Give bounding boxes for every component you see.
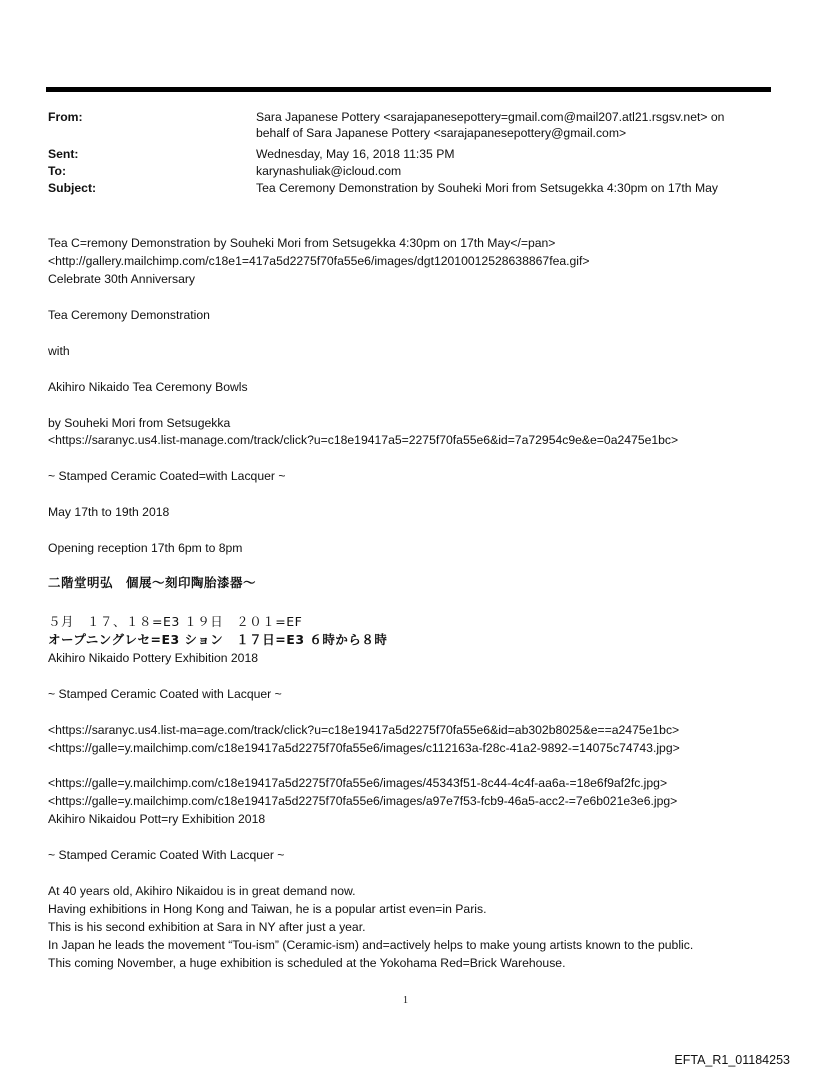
body-line: ~ Stamped Ceramic Coated With Lacquer ~ bbox=[48, 848, 285, 862]
body-line: This is his second exhibition at Sara in NY after just a year. bbox=[48, 920, 366, 934]
body-line: May 17th to 19th 2018 bbox=[48, 505, 170, 519]
body-line: Tea C=remony Demonstration by Souheki Mori from Setsugekka 4:30pm on 17th May</=pan> bbox=[48, 236, 556, 250]
body-line: Akihiro Nikaido Tea Ceremony Bowls bbox=[48, 380, 248, 394]
from-value-line1: Sara Japanese Pottery <sarajapanesepottery=gmail.com@mail207.atl21.rsgsv.net> on bbox=[256, 110, 725, 124]
body-line: In Japan he leads the movement “Tou-ism” (Ceramic-ism) and=actively helps to make young artists known to the public. bbox=[48, 938, 694, 952]
to-value: karynashuliak@icloud.com bbox=[256, 164, 402, 178]
document-id: EFTA_R1_01184253 bbox=[674, 1053, 790, 1067]
subject-label: Subject: bbox=[48, 181, 97, 195]
body-line: Akihiro Nikaido Pottery Exhibition 2018 bbox=[48, 651, 259, 665]
body-line: <https://saranyc.us4.list-ma=age.com/track/click?u=c18e19417a5d2275f70fa55e6&id=ab302b8025&e==a2475e1bc> bbox=[48, 723, 680, 737]
body-line: Having exhibitions in Hong Kong and Taiwan, he is a popular artist even=in Paris. bbox=[48, 902, 487, 916]
header-divider bbox=[46, 87, 771, 92]
body-line: This coming November, a huge exhibition is scheduled at the Yokohama Red=Brick Warehouse. bbox=[48, 956, 566, 970]
to-label: To: bbox=[48, 164, 67, 178]
body-line: ~ Stamped Ceramic Coated=with Lacquer ~ bbox=[48, 469, 286, 483]
subject-value: Tea Ceremony Demonstration by Souheki Mori from Setsugekka 4:30pm on 17th May bbox=[256, 181, 718, 195]
body-line: At 40 years old, Akihiro Nikaidou is in great demand now. bbox=[48, 884, 356, 898]
from-value-line2: behalf of Sara Japanese Pottery <sarajapanesepottery@gmail.com> bbox=[256, 126, 627, 140]
body-line-japanese: オープニングレセ=E3 ション １７日=E3 ６時から８時 bbox=[48, 632, 388, 647]
body-line: Tea Ceremony Demonstration bbox=[48, 308, 210, 322]
sent-label: Sent: bbox=[48, 147, 79, 161]
from-label: From: bbox=[48, 110, 83, 124]
body-line: <https://galle=y.mailchimp.com/c18e19417a5d2275f70fa55e6/images/a97e7f53-fcb9-46a5-acc2-=7e6b021e3e6.jpg> bbox=[48, 794, 678, 808]
from-value bbox=[256, 109, 776, 141]
sent-value: Wednesday, May 16, 2018 11:35 PM bbox=[256, 147, 455, 161]
body-line: Celebrate 30th Anniversary bbox=[48, 272, 196, 286]
body-line: <https://galle=y.mailchimp.com/c18e19417a5d2275f70fa55e6/images/c112163a-f28c-41a2-9892-=14075c74743.jpg> bbox=[48, 741, 680, 755]
body-line: <https://galle=y.mailchimp.com/c18e19417a5d2275f70fa55e6/images/45343f51-8c44-4c4f-aa6a-=18e6f9af2fc.jpg> bbox=[48, 776, 668, 790]
body-line: <http://gallery.mailchimp.com/c18e1=417a5d2275f70fa55e6/images/dgt12010012528638867fea.gif> bbox=[48, 254, 590, 268]
body-line: <https://saranyc.us4.list-manage.com/track/click?u=c18e19417a5=2275f70fa55e6&id=7a72954c9e&e=0a2475e1bc> bbox=[48, 433, 679, 447]
body-line-japanese: 二階堂明弘 個展～刻印陶胎漆器～ bbox=[48, 575, 257, 590]
body-line: by Souheki Mori from Setsugekka bbox=[48, 416, 231, 430]
page-number: 1 bbox=[403, 995, 408, 1006]
body-line: with bbox=[48, 344, 70, 358]
body-line: Akihiro Nikaidou Pott=ry Exhibition 2018 bbox=[48, 812, 266, 826]
body-line: Opening reception 17th 6pm to 8pm bbox=[48, 541, 243, 555]
body-line-japanese: ５月 １７、１８=E3 １９日 ２０１=EF bbox=[48, 614, 303, 629]
body-line: ~ Stamped Ceramic Coated with Lacquer ~ bbox=[48, 687, 282, 701]
